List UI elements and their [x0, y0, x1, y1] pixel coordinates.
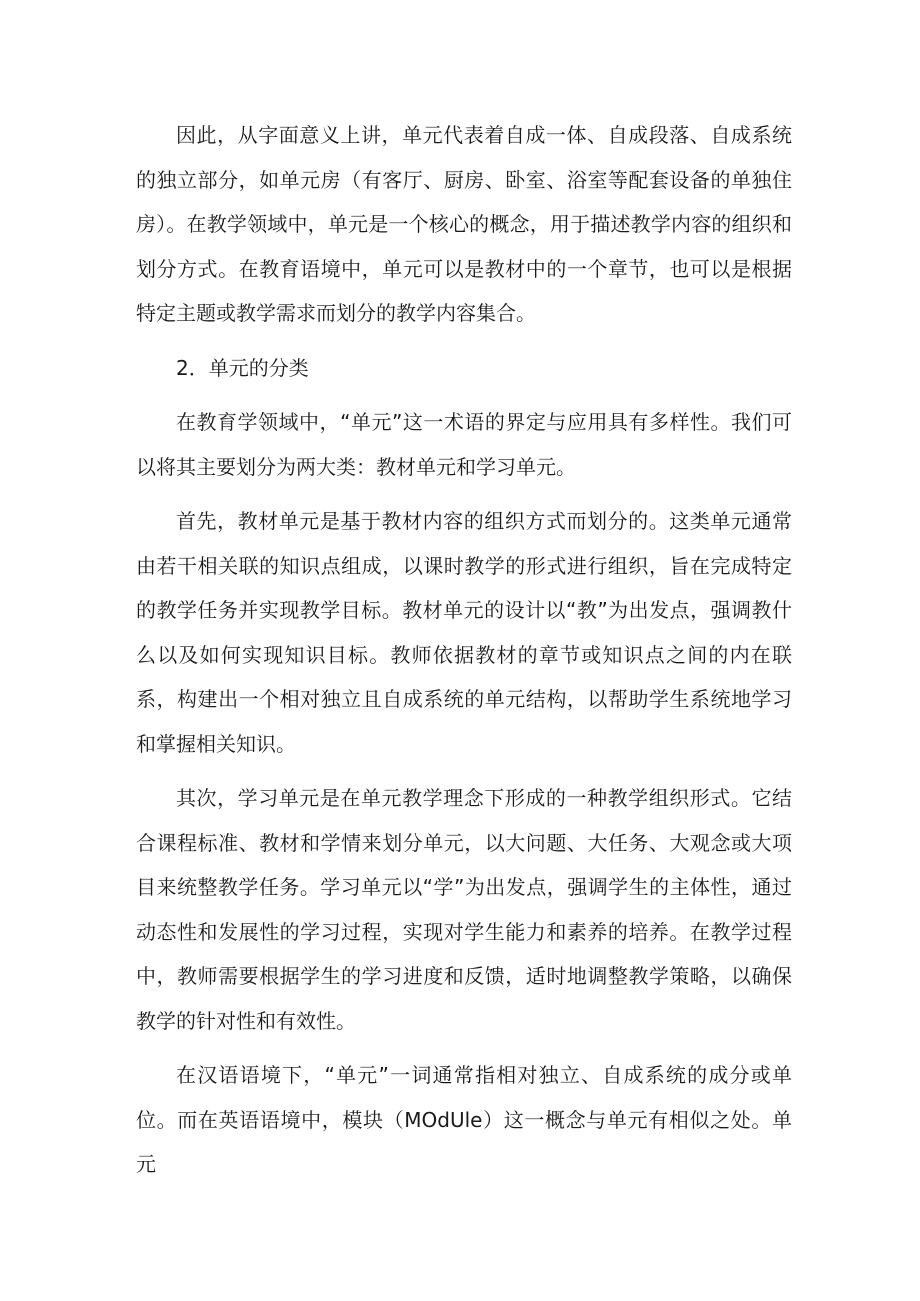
- paragraph-unit-types-intro: 在教育学领域中，“单元”这一术语的界定与应用具有多样性。我们可以将其主要划分为两大类：教材单元和学习单元。: [136, 410, 792, 479]
- paragraph-unit-meaning: 因此，从字面意义上讲，单元代表着自成一体、自成段落、自成系统的独立部分，如单元房（有客厅、厨房、卧室、浴室等配套设备的单独住房）。在教学领域中，单元是一个核心的概念，用于描述教学内容的组织和划分方式。在教育语境中，单元可以是教材中的一个章节，也可以是根据特定主题或教学需求而划分的教学内容集合。: [136, 123, 792, 325]
- paragraph-learning-unit: 其次，学习单元是在单元教学理念下形成的一种教学组织形式。它结合课程标准、教材和学情来划分单元，以大问题、大任务、大观念或大项目来统整教学任务。学习单元以“学”为出发点，强调学生的主体性，通过动态性和发展性的学习过程，实现对学生能力和素养的培养。在教学过程中，教师需要根据学生的学习进度和反馈，适时地调整教学策略，以确保教学的针对性和有效性。: [136, 786, 792, 1033]
- section-heading-unit-classification: 2．单元的分类: [176, 355, 309, 380]
- document-body: [136, 113, 792, 1197]
- paragraph-textbook-unit: 首先，教材单元是基于教材内容的组织方式而划分的。这类单元通常由若干相关联的知识点组成，以课时教学的形式进行组织，旨在完成特定的教学任务并实现教学目标。教材单元的设计以“教”为出发点，强调教什么以及如何实现知识目标。教师依据教材的章节或知识点之间的内在联系，构建出一个相对独立且自成系统的单元结构，以帮助学生系统地学习和掌握相关知识。: [136, 509, 792, 756]
- paragraph-chinese-english-context: 在汉语语境下，“单元”一词通常指相对独立、自成系统的成分或单位。而在英语语境中，模块（MOdUle）这一概念与单元有相似之处。单元: [136, 1063, 792, 1176]
